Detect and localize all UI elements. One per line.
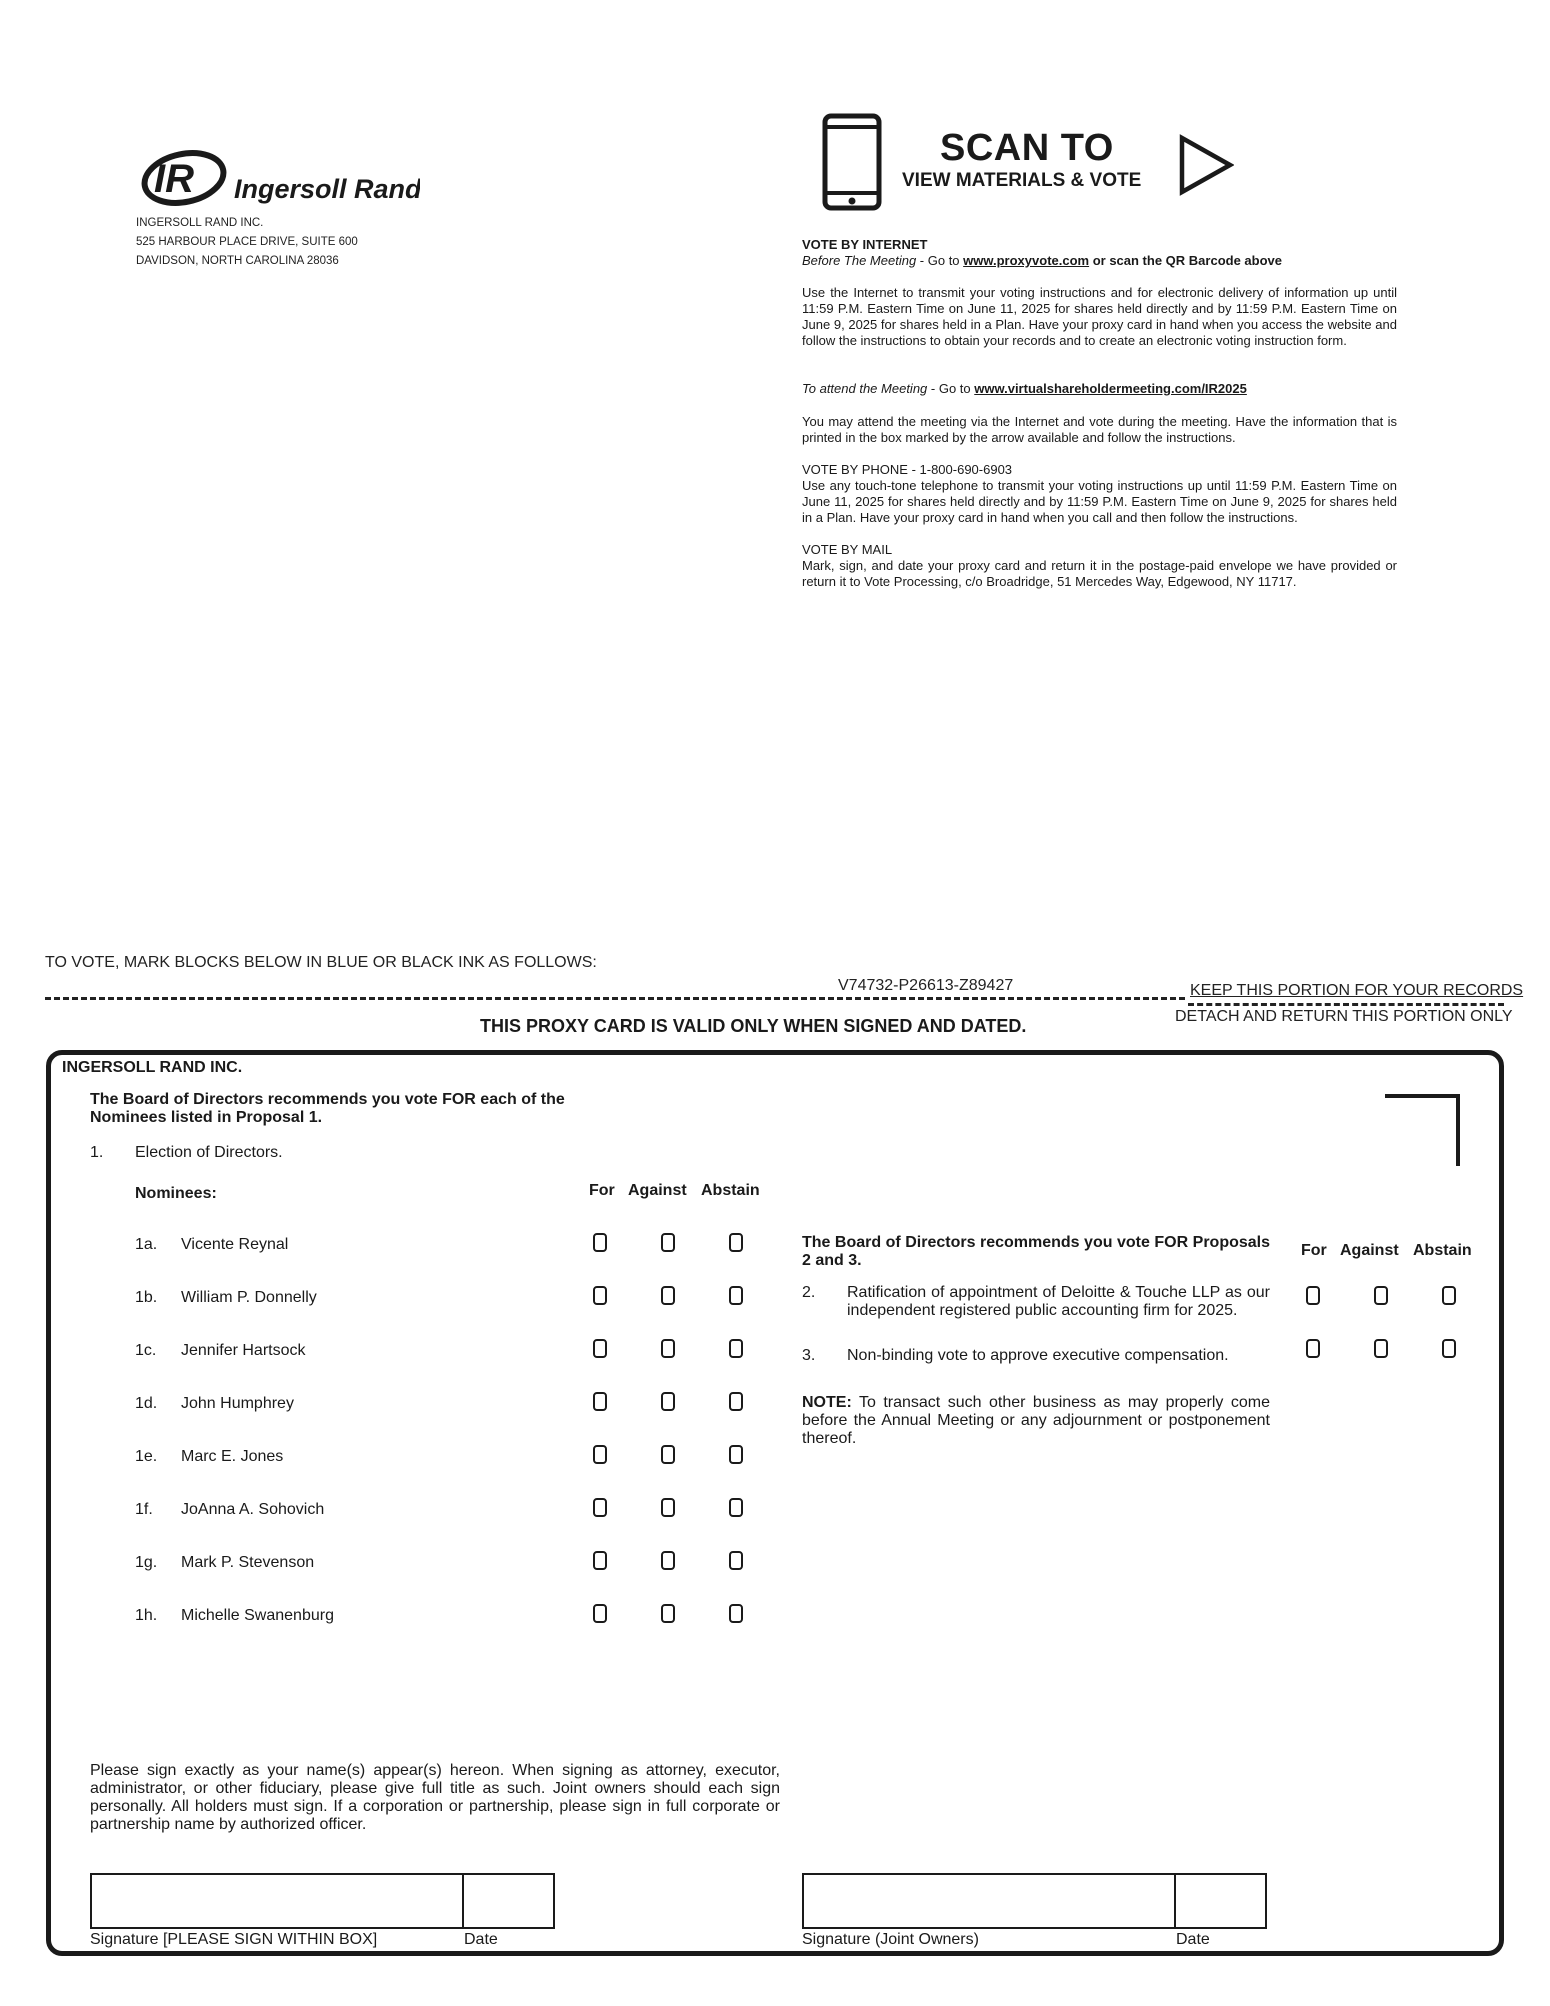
- checkbox-1e-for[interactable]: [593, 1445, 607, 1464]
- mark-instructions: TO VOTE, MARK BLOCKS BELOW IN BLUE OR BLACK INK AS FOLLOWS:: [45, 954, 597, 971]
- nominee-number: 1d.: [135, 1395, 158, 1412]
- logo-wordmark: Ingersoll Rand: [234, 174, 420, 204]
- checkbox-1a-abstain[interactable]: [729, 1233, 743, 1252]
- company-address: [136, 214, 358, 271]
- joint-signature-label: Signature (Joint Owners): [802, 1931, 979, 1948]
- before-meeting-label: Before The Meeting: [802, 253, 917, 268]
- proposal-3-text: Non-binding vote to approve executive compensation.: [847, 1347, 1229, 1364]
- smartphone-icon: [822, 113, 882, 211]
- checkbox-1e-abstain[interactable]: [729, 1445, 743, 1464]
- address-line: 525 HARBOUR PLACE DRIVE, SUITE 600: [136, 236, 358, 248]
- item-1-label: Election of Directors.: [135, 1144, 283, 1161]
- proxyvote-link[interactable]: www.proxyvote.com: [963, 253, 1090, 268]
- nominee-name: John Humphrey: [181, 1395, 294, 1412]
- nominee-number: 1g.: [135, 1554, 158, 1571]
- joint-date-label: Date: [1176, 1931, 1210, 1948]
- checkbox-1f-for[interactable]: [593, 1498, 607, 1517]
- column-against-2: Against: [1340, 1242, 1399, 1259]
- proposal-number: 3.: [802, 1347, 816, 1364]
- signature-date-box[interactable]: [464, 1873, 555, 1929]
- checkbox-1c-against[interactable]: [661, 1339, 675, 1358]
- control-number: V74732-P26613-Z89427: [838, 977, 1014, 994]
- checkbox-3-for[interactable]: [1306, 1339, 1320, 1358]
- vote-internet-heading: VOTE BY INTERNET: [802, 237, 928, 252]
- svg-text:IR: IR: [154, 157, 194, 201]
- detach-line: [45, 997, 1185, 1000]
- checkbox-1g-for[interactable]: [593, 1551, 607, 1570]
- proposal-2-text: Ratification of appointment of Deloitte & Touche LLP as our independent registered public accounting firm for 2025.: [847, 1284, 1270, 1319]
- qr-note: or scan the QR Barcode above: [1089, 253, 1282, 268]
- column-for-1: For: [589, 1182, 615, 1199]
- vote-internet-before-line: [802, 253, 1397, 269]
- checkbox-1h-for[interactable]: [593, 1604, 607, 1623]
- checkbox-2-for[interactable]: [1306, 1286, 1320, 1305]
- nominee-number: 1e.: [135, 1448, 158, 1465]
- vote-by-internet-section: [802, 237, 1397, 269]
- scan-title: SCAN TO: [940, 127, 1114, 169]
- joint-date-box[interactable]: [1176, 1873, 1267, 1929]
- checkbox-2-against[interactable]: [1374, 1286, 1388, 1305]
- checkbox-1g-against[interactable]: [661, 1551, 675, 1570]
- attend-meeting-body: You may attend the meeting via the Internet and vote during the meeting. Have the information that is printed in the box marked by the arrow available and follow the instructions.: [802, 414, 1397, 445]
- before-goto-text: - Go to: [916, 253, 964, 268]
- detach-line-right: [1188, 1003, 1504, 1006]
- checkbox-1a-for[interactable]: [593, 1233, 607, 1252]
- virtual-meeting-link[interactable]: www.virtualshareholdermeeting.com/IR2025: [974, 381, 1247, 396]
- column-abstain-1: Abstain: [701, 1182, 760, 1199]
- signature-box[interactable]: [90, 1873, 464, 1929]
- validity-notice: THIS PROXY CARD IS VALID ONLY WHEN SIGNED AND DATED.: [480, 1016, 1027, 1036]
- nominee-name: Jennifer Hartsock: [181, 1342, 306, 1359]
- attend-goto-text: - Go to: [927, 381, 975, 396]
- nominee-name: Marc E. Jones: [181, 1448, 284, 1465]
- checkbox-1d-for[interactable]: [593, 1392, 607, 1411]
- checkbox-1h-abstain[interactable]: [729, 1604, 743, 1623]
- scan-subtitle: VIEW MATERIALS & VOTE: [902, 170, 1142, 191]
- checkbox-1b-against[interactable]: [661, 1286, 675, 1305]
- nominee-name: Vicente Reynal: [181, 1236, 289, 1253]
- vote-mail-body: Mark, sign, and date your proxy card and return it in the postage-paid envelope we have provided or return it to Vote Processing, c/o Broadridge, 51 Mercedes Way, Edgewood, NY 11717.: [802, 558, 1397, 589]
- nominees-label: Nominees:: [135, 1185, 217, 1202]
- checkbox-3-abstain[interactable]: [1442, 1339, 1456, 1358]
- checkbox-1d-against[interactable]: [661, 1392, 675, 1411]
- checkbox-2-abstain[interactable]: [1442, 1286, 1456, 1305]
- board-recommendation-1: The Board of Directors recommends you vote FOR each of the Nominees listed in Proposal 1.: [90, 1091, 565, 1126]
- checkbox-1f-abstain[interactable]: [729, 1498, 743, 1517]
- keep-portion-label: KEEP THIS PORTION FOR YOUR RECORDS: [1190, 982, 1524, 999]
- column-against-1: Against: [628, 1182, 687, 1199]
- vote-internet-body: Use the Internet to transmit your voting instructions and for electronic delivery of information up until 11:59 P.M. Eastern Time on June 11, 2025 for shares held directly and by 11:59 P.M. Eastern Time on June 9, 2025 for shares held in a Plan. Have your proxy card in hand when you access the website and follow the instructions to obtain your records and to create an electronic voting instruction form.: [802, 285, 1397, 348]
- checkbox-1b-for[interactable]: [593, 1286, 607, 1305]
- card-corner-mark: [1385, 1094, 1460, 1166]
- nominee-number: 1c.: [135, 1342, 157, 1359]
- nominee-name: Mark P. Stevenson: [181, 1554, 315, 1571]
- note-label: NOTE:: [802, 1394, 852, 1411]
- address-line: DAVIDSON, NORTH CAROLINA 28036: [136, 255, 339, 267]
- address-line: INGERSOLL RAND INC.: [136, 217, 264, 229]
- item-1-number: 1.: [90, 1144, 104, 1161]
- checkbox-1g-abstain[interactable]: [729, 1551, 743, 1570]
- column-for-2: For: [1301, 1242, 1327, 1259]
- nominee-name: JoAnna A. Sohovich: [181, 1501, 325, 1518]
- vote-phone-body: Use any touch-tone telephone to transmit your voting instructions up until 11:59 P.M. Eastern Time on June 11, 2025 for shares held directly and by 11:59 P.M. Eastern Time on June 9, 2025 for shares held in a Plan. Have your proxy card in hand when you call and then follow the instructions.: [802, 478, 1397, 525]
- attend-meeting-line: [802, 381, 1397, 397]
- checkbox-3-against[interactable]: [1374, 1339, 1388, 1358]
- column-abstain-2: Abstain: [1413, 1242, 1472, 1259]
- attend-meeting-label: To attend the Meeting: [802, 381, 928, 396]
- joint-signature-box[interactable]: [802, 1873, 1176, 1929]
- nominee-name: Michelle Swanenburg: [181, 1607, 334, 1624]
- nominee-name: William P. Donnelly: [181, 1289, 317, 1306]
- nominee-number: 1a.: [135, 1236, 158, 1253]
- vote-phone-heading: VOTE BY PHONE - 1-800-690-6903: [802, 462, 1013, 477]
- checkbox-1c-abstain[interactable]: [729, 1339, 743, 1358]
- signing-instructions: Please sign exactly as your name(s) appear(s) hereon. When signing as attorney, executor, administrator, or other fiduciary, please give full title as such. Joint owners should each sign personally. All holders must sign. If a corporation or partnership, please sign in full corporate or partnership name by authorized officer.: [90, 1762, 780, 1833]
- ingersoll-rand-logo: [140, 148, 420, 208]
- card-company-name: INGERSOLL RAND INC.: [62, 1059, 243, 1076]
- checkbox-1f-against[interactable]: [661, 1498, 675, 1517]
- note-body: To transact such other business as may properly come before the Annual Meeting or any adjournment or postponement thereof.: [802, 1394, 1270, 1447]
- board-recommendation-2: The Board of Directors recommends you vote FOR Proposals 2 and 3.: [802, 1234, 1270, 1269]
- signature-label: Signature [PLEASE SIGN WITHIN BOX]: [90, 1931, 378, 1948]
- checkbox-1c-for[interactable]: [593, 1339, 607, 1358]
- checkbox-1e-against[interactable]: [661, 1445, 675, 1464]
- nominee-number: 1b.: [135, 1289, 158, 1306]
- proposal-number: 2.: [802, 1284, 816, 1301]
- detach-portion-label: DETACH AND RETURN THIS PORTION ONLY: [1175, 1008, 1513, 1025]
- checkbox-1h-against[interactable]: [661, 1604, 675, 1623]
- nominee-number: 1f.: [135, 1501, 153, 1518]
- checkbox-1a-against[interactable]: [661, 1233, 675, 1252]
- vote-mail-heading: VOTE BY MAIL: [802, 542, 893, 557]
- checkbox-1d-abstain[interactable]: [729, 1392, 743, 1411]
- note-text: [802, 1394, 1270, 1448]
- date-label: Date: [464, 1931, 498, 1948]
- checkbox-1b-abstain[interactable]: [729, 1286, 743, 1305]
- nominee-number: 1h.: [135, 1607, 158, 1624]
- play-arrow-icon: [1178, 134, 1234, 196]
